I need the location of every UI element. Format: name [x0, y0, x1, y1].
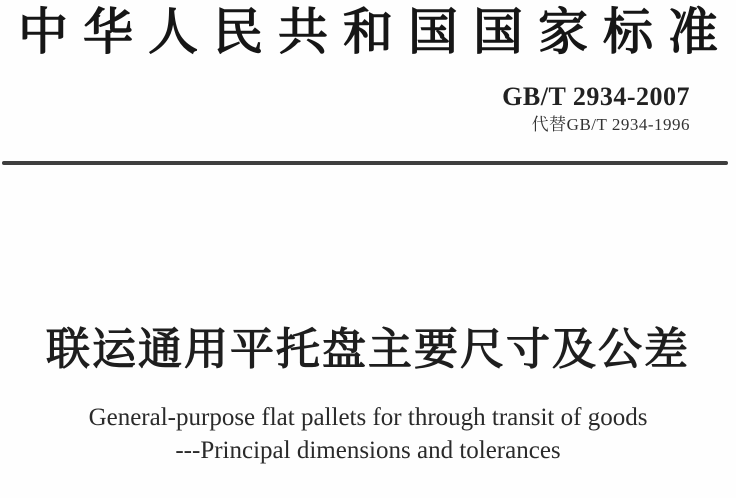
document-title-en-line2: ---Principal dimensions and tolerances	[175, 437, 561, 464]
national-standard-heading: 中华人民共和国国家标准	[18, 4, 733, 60]
header-divider	[2, 161, 728, 165]
standard-code: GB/T 2934-2007	[502, 82, 690, 111]
document-title-en	[0, 401, 736, 467]
standard-code-block	[502, 82, 690, 136]
replaces-note: 代替GB/T 2934-1996	[531, 115, 690, 134]
document-title-zh: 联运通用平托盘主要尺寸及公差	[46, 325, 690, 374]
document-title-en-line1: General-purpose flat pallets for through transit of goods	[88, 404, 648, 431]
